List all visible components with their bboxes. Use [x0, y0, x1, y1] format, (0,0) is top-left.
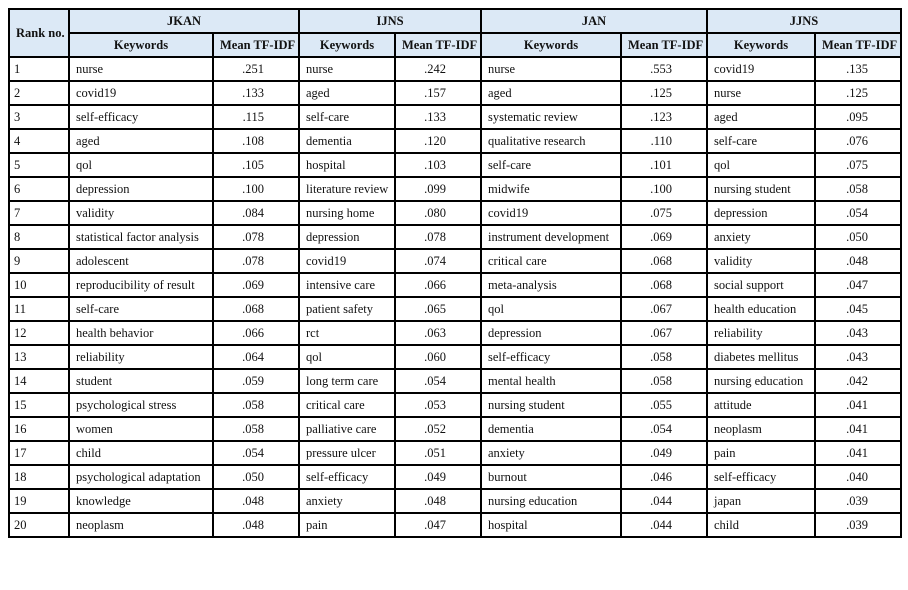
- tfidf-cell: .095: [815, 105, 901, 129]
- tfidf-cell: .049: [395, 465, 481, 489]
- keyword-cell: systematic review: [481, 105, 621, 129]
- table-row: [9, 441, 901, 465]
- tfidf-cell: .067: [621, 321, 707, 345]
- keyword-cell: burnout: [481, 465, 621, 489]
- keyword-cell: hospital: [299, 153, 395, 177]
- keyword-cell: pain: [299, 513, 395, 537]
- keyword-cell: pain: [707, 441, 815, 465]
- keyword-cell: student: [69, 369, 213, 393]
- table-row: [9, 81, 901, 105]
- tfidf-cell: .047: [395, 513, 481, 537]
- rank-cell: 19: [9, 489, 69, 513]
- tfidf-cell: .078: [213, 225, 299, 249]
- tfidf-cell: .051: [395, 441, 481, 465]
- tfidf-cell: .064: [213, 345, 299, 369]
- tfidf-cell: .046: [621, 465, 707, 489]
- tfidf-cell: .123: [621, 105, 707, 129]
- table-row: [9, 201, 901, 225]
- keyword-cell: statistical factor analysis: [69, 225, 213, 249]
- keyword-cell: literature review: [299, 177, 395, 201]
- tfidf-cell: .059: [213, 369, 299, 393]
- keyword-cell: self-efficacy: [69, 105, 213, 129]
- keyword-cell: mental health: [481, 369, 621, 393]
- tfidf-cell: .125: [815, 81, 901, 105]
- tfidf-cell: .048: [815, 249, 901, 273]
- tfidf-cell: .135: [815, 57, 901, 81]
- keyword-cell: aged: [299, 81, 395, 105]
- keyword-cell: aged: [481, 81, 621, 105]
- keyword-cell: long term care: [299, 369, 395, 393]
- table-row: [9, 321, 901, 345]
- keyword-cell: anxiety: [299, 489, 395, 513]
- tfidf-cell: .043: [815, 345, 901, 369]
- tfidf-cell: .133: [395, 105, 481, 129]
- tfidf-cell: .080: [395, 201, 481, 225]
- table-row: [9, 153, 901, 177]
- tfidf-cell: .108: [213, 129, 299, 153]
- keyword-cell: qol: [299, 345, 395, 369]
- rank-cell: 7: [9, 201, 69, 225]
- keywords-header: Keywords: [299, 33, 395, 57]
- keyword-cell: nursing education: [707, 369, 815, 393]
- tfidf-cell: .076: [815, 129, 901, 153]
- tfidf-cell: .133: [213, 81, 299, 105]
- tfidf-cell: .041: [815, 417, 901, 441]
- table-row: [9, 105, 901, 129]
- keyword-cell: health behavior: [69, 321, 213, 345]
- tfidf-cell: .069: [621, 225, 707, 249]
- keyword-cell: health education: [707, 297, 815, 321]
- keyword-cell: nursing student: [707, 177, 815, 201]
- tfidf-cell: .069: [213, 273, 299, 297]
- rank-cell: 20: [9, 513, 69, 537]
- tfidf-cell: .049: [621, 441, 707, 465]
- tfidf-cell: .039: [815, 513, 901, 537]
- rank-cell: 6: [9, 177, 69, 201]
- tfidf-cell: .068: [621, 249, 707, 273]
- rank-cell: 10: [9, 273, 69, 297]
- tfidf-cell: .074: [395, 249, 481, 273]
- tfidf-cell: .067: [621, 297, 707, 321]
- journal-header-row: [9, 9, 901, 33]
- keyword-cell: aged: [707, 105, 815, 129]
- rank-cell: 18: [9, 465, 69, 489]
- keyword-cell: covid19: [299, 249, 395, 273]
- tfidf-cell: .054: [621, 417, 707, 441]
- table-row: [9, 513, 901, 537]
- keyword-cell: reliability: [69, 345, 213, 369]
- tfidf-cell: .058: [621, 369, 707, 393]
- tfidf-cell: .100: [621, 177, 707, 201]
- keyword-cell: meta-analysis: [481, 273, 621, 297]
- keyword-cell: self-efficacy: [707, 465, 815, 489]
- tfidf-cell: .105: [213, 153, 299, 177]
- tfidf-cell: .048: [213, 489, 299, 513]
- table-row: [9, 249, 901, 273]
- tfidf-cell: .084: [213, 201, 299, 225]
- tfidf-cell: .058: [213, 393, 299, 417]
- tfidf-cell: .053: [395, 393, 481, 417]
- tfidf-cell: .068: [213, 297, 299, 321]
- tfidf-cell: .058: [213, 417, 299, 441]
- keyword-cell: adolescent: [69, 249, 213, 273]
- mean-tfidf-header: Mean TF-IDF: [395, 33, 481, 57]
- keyword-cell: nurse: [299, 57, 395, 81]
- tfidf-cell: .042: [815, 369, 901, 393]
- table-row: [9, 129, 901, 153]
- tfidf-cell: .103: [395, 153, 481, 177]
- tfidf-cell: .044: [621, 513, 707, 537]
- keyword-cell: rct: [299, 321, 395, 345]
- keyword-cell: critical care: [299, 393, 395, 417]
- tfidf-cell: .043: [815, 321, 901, 345]
- rank-cell: 15: [9, 393, 69, 417]
- keyword-cell: nurse: [707, 81, 815, 105]
- keywords-header: Keywords: [481, 33, 621, 57]
- tfidf-cell: .044: [621, 489, 707, 513]
- tfidf-cell: .120: [395, 129, 481, 153]
- keyword-cell: covid19: [69, 81, 213, 105]
- tfidf-cell: .058: [621, 345, 707, 369]
- keyword-cell: intensive care: [299, 273, 395, 297]
- journal-header-jkan: JKAN: [69, 9, 299, 33]
- tfidf-cell: .066: [395, 273, 481, 297]
- keyword-cell: social support: [707, 273, 815, 297]
- keyword-cell: diabetes mellitus: [707, 345, 815, 369]
- tfidf-cell: .050: [815, 225, 901, 249]
- keyword-cell: reproducibility of result: [69, 273, 213, 297]
- tfidf-cell: .078: [213, 249, 299, 273]
- rank-cell: 13: [9, 345, 69, 369]
- keyword-cell: depression: [69, 177, 213, 201]
- tfidf-cell: .068: [621, 273, 707, 297]
- keyword-cell: self-care: [481, 153, 621, 177]
- table-container: [8, 8, 902, 538]
- tfidf-cell: .157: [395, 81, 481, 105]
- mean-tfidf-header: Mean TF-IDF: [213, 33, 299, 57]
- tfidf-cell: .054: [815, 201, 901, 225]
- mean-tfidf-header: Mean TF-IDF: [621, 33, 707, 57]
- keyword-cell: neoplasm: [69, 513, 213, 537]
- keyword-cell: patient safety: [299, 297, 395, 321]
- rank-header: Rank no.: [9, 9, 69, 57]
- table-row: [9, 345, 901, 369]
- keyword-cell: anxiety: [707, 225, 815, 249]
- tfidf-cell: .553: [621, 57, 707, 81]
- keyword-cell: validity: [707, 249, 815, 273]
- tfidf-cell: .040: [815, 465, 901, 489]
- tfidf-cell: .066: [213, 321, 299, 345]
- rank-cell: 11: [9, 297, 69, 321]
- keyword-cell: neoplasm: [707, 417, 815, 441]
- table-body: [9, 57, 901, 537]
- keyword-cell: dementia: [299, 129, 395, 153]
- keyword-cell: self-efficacy: [299, 465, 395, 489]
- keyword-cell: midwife: [481, 177, 621, 201]
- tfidf-cell: .048: [213, 513, 299, 537]
- tfidf-cell: .060: [395, 345, 481, 369]
- keyword-cell: self-care: [69, 297, 213, 321]
- keyword-cell: psychological stress: [69, 393, 213, 417]
- mean-tfidf-header: Mean TF-IDF: [815, 33, 901, 57]
- table-row: [9, 225, 901, 249]
- rank-cell: 2: [9, 81, 69, 105]
- rank-cell: 3: [9, 105, 69, 129]
- tfidf-cell: .063: [395, 321, 481, 345]
- keyword-cell: nurse: [481, 57, 621, 81]
- tfidf-cell: .100: [213, 177, 299, 201]
- keyword-cell: reliability: [707, 321, 815, 345]
- table-row: [9, 489, 901, 513]
- keyword-cell: qol: [481, 297, 621, 321]
- keyword-cell: depression: [707, 201, 815, 225]
- rank-cell: 1: [9, 57, 69, 81]
- keyword-cell: nursing home: [299, 201, 395, 225]
- rank-cell: 12: [9, 321, 69, 345]
- tfidf-cell: .039: [815, 489, 901, 513]
- keyword-cell: validity: [69, 201, 213, 225]
- keyword-cell: depression: [299, 225, 395, 249]
- tfidf-cell: .251: [213, 57, 299, 81]
- tfidf-cell: .052: [395, 417, 481, 441]
- keyword-cell: covid19: [707, 57, 815, 81]
- table-row: [9, 297, 901, 321]
- table-row: [9, 57, 901, 81]
- keyword-cell: knowledge: [69, 489, 213, 513]
- rank-cell: 4: [9, 129, 69, 153]
- rank-cell: 17: [9, 441, 69, 465]
- keyword-cell: covid19: [481, 201, 621, 225]
- tfidf-cell: .058: [815, 177, 901, 201]
- tfidf-cell: .041: [815, 393, 901, 417]
- tfidf-cell: .078: [395, 225, 481, 249]
- keyword-cell: depression: [481, 321, 621, 345]
- keyword-cell: palliative care: [299, 417, 395, 441]
- tfidf-cell: .048: [395, 489, 481, 513]
- tfidf-cell: .115: [213, 105, 299, 129]
- keyword-cell: child: [707, 513, 815, 537]
- keyword-cell: qol: [69, 153, 213, 177]
- keyword-cell: nursing education: [481, 489, 621, 513]
- keyword-cell: women: [69, 417, 213, 441]
- tfidf-cell: .110: [621, 129, 707, 153]
- keyword-cell: psychological adaptation: [69, 465, 213, 489]
- keywords-header: Keywords: [69, 33, 213, 57]
- journal-header-ijns: IJNS: [299, 9, 481, 33]
- keyword-cell: qualitative research: [481, 129, 621, 153]
- tfidf-cell: .050: [213, 465, 299, 489]
- table-row: [9, 177, 901, 201]
- keyword-cell: self-care: [299, 105, 395, 129]
- tfidf-cell: .099: [395, 177, 481, 201]
- tfidf-cell: .075: [621, 201, 707, 225]
- journal-header-jjns: JJNS: [707, 9, 901, 33]
- keyword-cell: self-efficacy: [481, 345, 621, 369]
- tfidf-cell: .041: [815, 441, 901, 465]
- keywords-header: Keywords: [707, 33, 815, 57]
- keyword-cell: qol: [707, 153, 815, 177]
- rank-cell: 8: [9, 225, 69, 249]
- tfidf-cell: .065: [395, 297, 481, 321]
- keyword-cell: anxiety: [481, 441, 621, 465]
- keyword-cell: critical care: [481, 249, 621, 273]
- table-row: [9, 465, 901, 489]
- keyword-cell: nurse: [69, 57, 213, 81]
- keyword-cell: nursing student: [481, 393, 621, 417]
- tfidf-cell: .055: [621, 393, 707, 417]
- keyword-cell: instrument development: [481, 225, 621, 249]
- tfidf-cell: .045: [815, 297, 901, 321]
- column-header-row: [9, 33, 901, 57]
- tfidf-cell: .054: [213, 441, 299, 465]
- rank-cell: 16: [9, 417, 69, 441]
- keyword-cell: japan: [707, 489, 815, 513]
- table-row: [9, 273, 901, 297]
- keyword-cell: pressure ulcer: [299, 441, 395, 465]
- table-row: [9, 393, 901, 417]
- rank-cell: 14: [9, 369, 69, 393]
- rank-cell: 5: [9, 153, 69, 177]
- keyword-cell: attitude: [707, 393, 815, 417]
- keyword-cell: hospital: [481, 513, 621, 537]
- tfidf-cell: .054: [395, 369, 481, 393]
- table-row: [9, 369, 901, 393]
- tfidf-cell: .242: [395, 57, 481, 81]
- keyword-cell: child: [69, 441, 213, 465]
- table-row: [9, 417, 901, 441]
- tfidf-cell: .101: [621, 153, 707, 177]
- journal-header-jan: JAN: [481, 9, 707, 33]
- tfidf-cell: .047: [815, 273, 901, 297]
- tfidf-cell: .075: [815, 153, 901, 177]
- keyword-cell: aged: [69, 129, 213, 153]
- rank-cell: 9: [9, 249, 69, 273]
- table-header: [9, 9, 901, 57]
- keyword-cell: dementia: [481, 417, 621, 441]
- keyword-cell: self-care: [707, 129, 815, 153]
- keyword-tfidf-table: [8, 8, 902, 538]
- tfidf-cell: .125: [621, 81, 707, 105]
